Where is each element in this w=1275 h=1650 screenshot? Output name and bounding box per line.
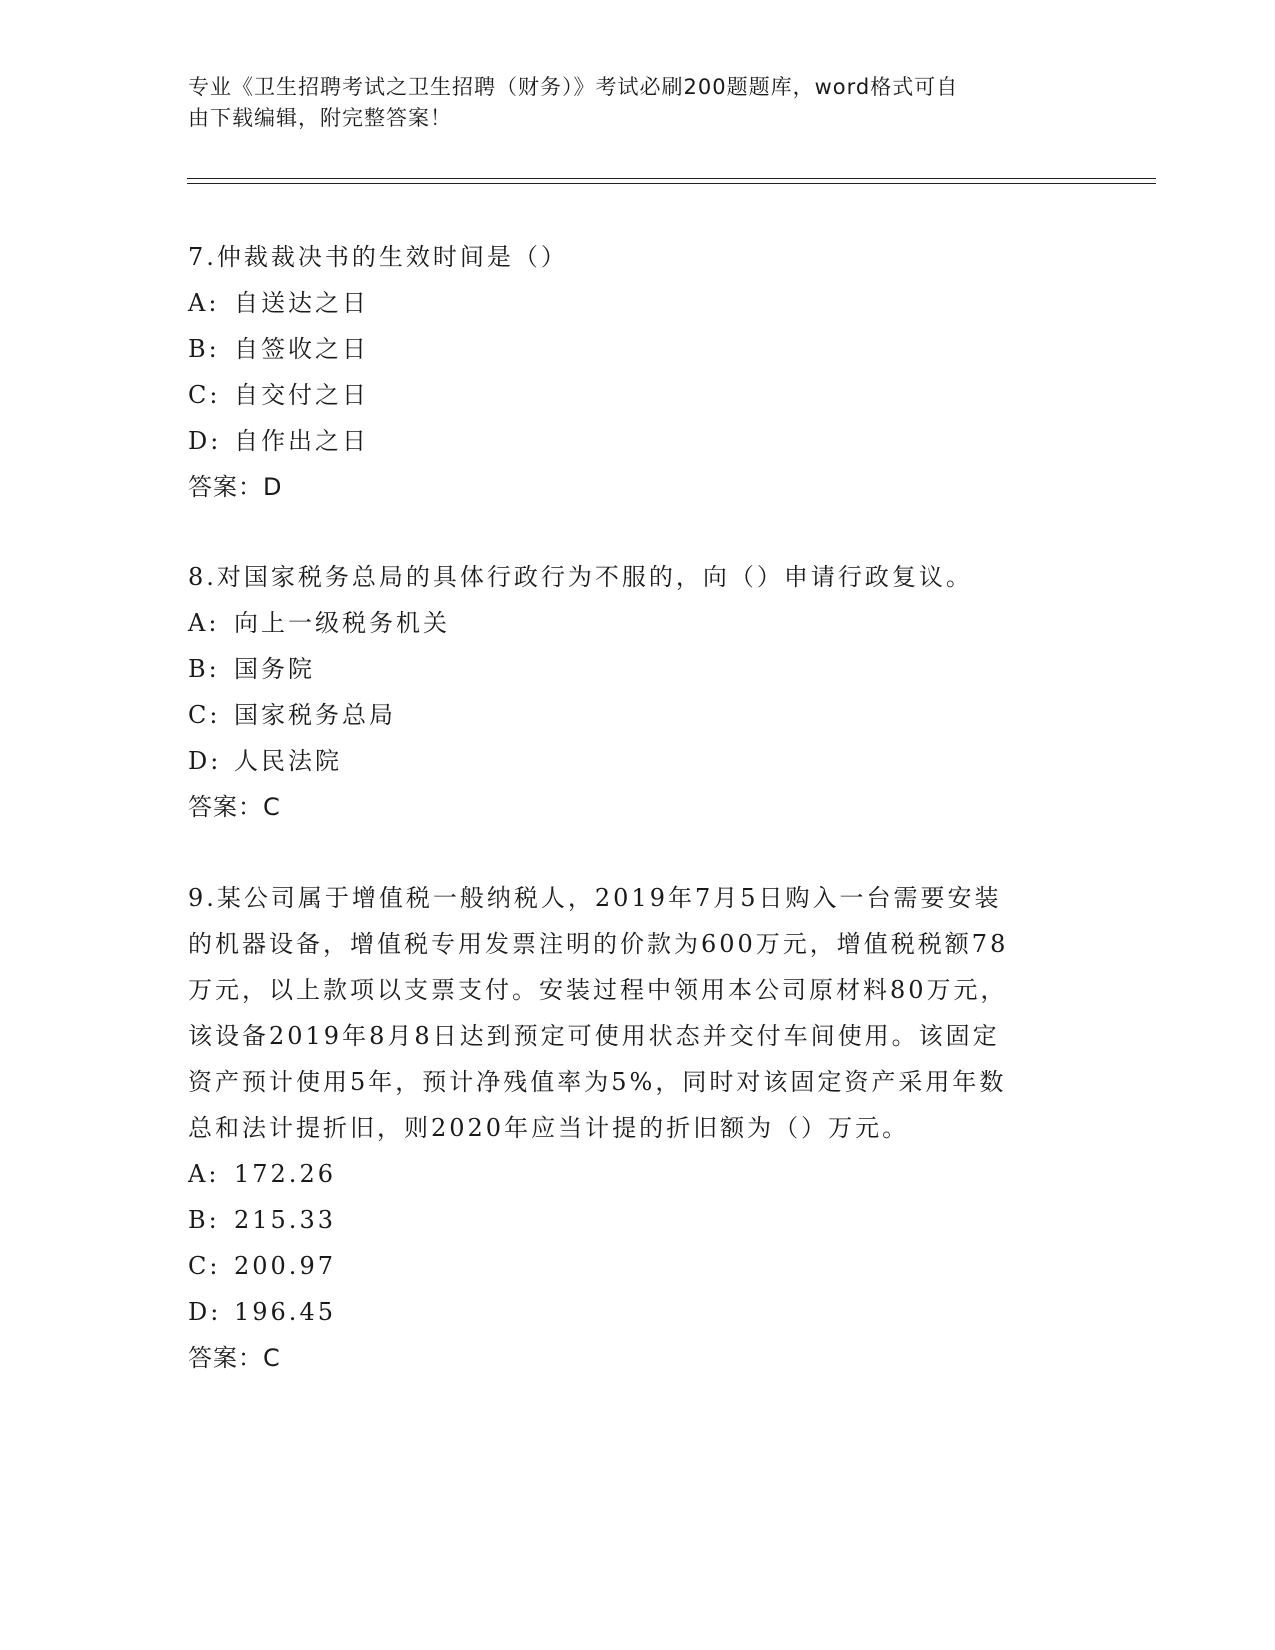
option-c bbox=[188, 692, 1088, 738]
option-c bbox=[188, 372, 1088, 418]
option-key: B: bbox=[188, 1206, 220, 1234]
question-stem-line: 总和法计提折旧，则2020年应当计提的折旧额为（）万元。 bbox=[188, 1114, 910, 1142]
answer-line: 答案：C bbox=[188, 793, 281, 821]
answer-line: 答案：C bbox=[188, 1344, 281, 1372]
question-stem-line: 万元，以上款项以支票支付。安装过程中领用本公司原材料80万元， bbox=[188, 976, 1008, 1004]
header-divider bbox=[187, 178, 1156, 184]
document-header bbox=[188, 72, 1088, 134]
option-key: A: bbox=[188, 609, 220, 637]
question-stem-line: 该设备2019年8月8日达到预定可使用状态并交付车间使用。该固定 bbox=[188, 1022, 1000, 1050]
option-c bbox=[188, 1243, 1088, 1289]
option-text: 自交付之日 bbox=[234, 381, 369, 409]
option-b bbox=[188, 646, 1088, 692]
option-b bbox=[188, 326, 1088, 372]
option-key: A: bbox=[188, 1160, 220, 1188]
option-d bbox=[188, 418, 1088, 464]
option-b bbox=[188, 1197, 1088, 1243]
option-d bbox=[188, 738, 1088, 784]
question-stem-line: 9.某公司属于增值税一般纳税人，2019年7月5日购入一台需要安装 bbox=[188, 884, 1002, 912]
option-text: 自送达之日 bbox=[234, 289, 369, 317]
option-key: D: bbox=[188, 427, 222, 455]
header-line-1: 专业《卫生招聘考试之卫生招聘（财务）》考试必刷200题题库，word格式可自 bbox=[188, 75, 959, 99]
question-8 bbox=[188, 554, 1088, 830]
question-9 bbox=[188, 875, 1088, 1381]
option-key: C: bbox=[188, 1252, 221, 1280]
option-key: B: bbox=[188, 335, 220, 363]
header-line-2: 由下载编辑，附完整答案！ bbox=[188, 106, 452, 130]
question-stem-line: 资产预计使用5年，预计净残值率为5%，同时对该固定资产采用年数 bbox=[188, 1068, 1007, 1096]
option-text: 215.33 bbox=[234, 1206, 336, 1234]
option-text: 向上一级税务机关 bbox=[234, 609, 450, 637]
answer-line: 答案：D bbox=[188, 473, 283, 501]
question-7 bbox=[188, 234, 1088, 510]
option-text: 国家税务总局 bbox=[234, 701, 396, 729]
option-key: B: bbox=[188, 655, 220, 683]
option-key: D: bbox=[188, 747, 222, 775]
option-text: 196.45 bbox=[234, 1298, 336, 1326]
option-a bbox=[188, 1151, 1088, 1197]
question-stem: 7.仲裁裁决书的生效时间是（） bbox=[188, 243, 568, 271]
question-stem: 8.对国家税务总局的具体行政行为不服的，向（）申请行政复议。 bbox=[188, 563, 973, 591]
option-text: 国务院 bbox=[234, 655, 315, 683]
option-text: 自签收之日 bbox=[234, 335, 369, 363]
question-stem-line: 的机器设备，增值税专用发票注明的价款为600万元，增值税税额78 bbox=[188, 930, 1009, 958]
option-d bbox=[188, 1289, 1088, 1335]
option-key: A: bbox=[188, 289, 220, 317]
option-key: C: bbox=[188, 381, 221, 409]
option-a bbox=[188, 280, 1088, 326]
option-key: C: bbox=[188, 701, 221, 729]
option-text: 200.97 bbox=[234, 1252, 336, 1280]
option-text: 人民法院 bbox=[234, 747, 342, 775]
option-text: 172.26 bbox=[234, 1160, 336, 1188]
option-key: D: bbox=[188, 1298, 222, 1326]
option-text: 自作出之日 bbox=[234, 427, 369, 455]
option-a bbox=[188, 600, 1088, 646]
